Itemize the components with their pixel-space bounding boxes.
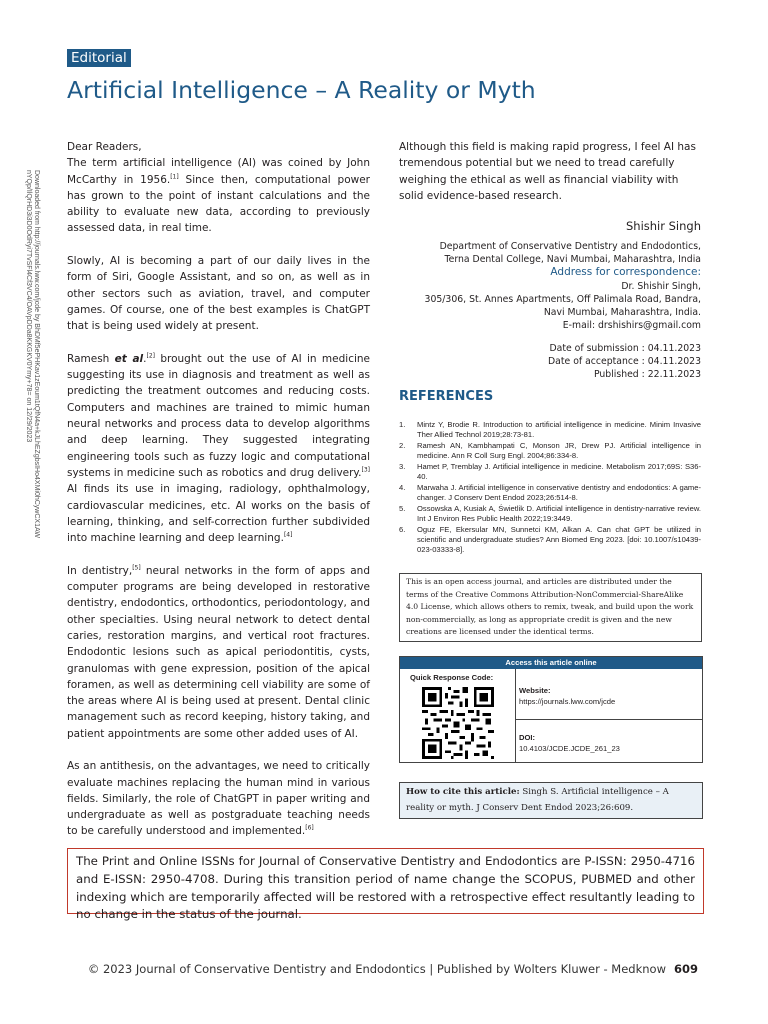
corr-address-1: 305/306, St. Annes Apartments, Off Palimala Road, Bandra,	[424, 293, 701, 305]
download-side-note	[26, 170, 40, 590]
open-access-notice: This is an open access journal, and articles are distributed under the terms of the Creative Commons Attribution-NonCommercial-ShareAlike 4.0 License, which allows others to remix, tweak, and build upon the work non-commercially, as long as appropriate credit is given and the new creations are licensed under the identical terms.	[399, 573, 702, 642]
paragraph-2: Slowly, AI is becoming a part of our daily lives in the form of Siri, Google Assistant, and so on, as well as in other sectors such as aviation, travel, and computer games. Of course, one of the best examples is ChatGPT that is being used widely at present.	[67, 255, 370, 333]
date-published: Published : 22.11.2023	[593, 369, 701, 380]
date-acceptance: Date of acceptance : 04.11.2023	[548, 356, 701, 367]
qr-code-icon[interactable]	[422, 687, 494, 759]
corr-address-2: Navi Mumbai, Maharashtra, India.	[543, 307, 701, 319]
reference-list	[399, 420, 701, 556]
reference-item: 1. Mintz Y, Brodie R. Introduction to artificial intelligence in medicine. Minim Invasive Ther Allied Technol 2019;28:73-81.	[399, 420, 701, 439]
cite-text: Singh S. Artificial intelligence – A reality or myth. J Conserv Dent Endod 2023;26:609.	[406, 787, 669, 813]
divider-horizontal	[515, 719, 702, 720]
author-affiliation	[425, 240, 701, 332]
article-title: Artificial Intelligence – A Reality or Myth	[67, 76, 536, 104]
side-note-line2: nYQp/IlQrHD3i3D0OdRyi7TvSFl4Cf3VC4/OAVpDDa8KKGKV0Ymy+78= on 12/29/2023	[25, 170, 32, 443]
doi-label: DOI:	[519, 733, 536, 742]
author-name: Shishir Singh	[625, 219, 701, 233]
access-header: Access this article online	[400, 657, 702, 669]
paragraph-1: The term artificial intelligence (AI) was coined by John McCarthy in 1956.[1] Since then, computational power has grown to the point of instant calculations and the ability to evaluate new data, according to previously assessed data, in real time.	[67, 157, 370, 235]
correspondence-heading: Address for correspondence:	[550, 266, 701, 279]
section-tag: Editorial	[67, 49, 131, 67]
cite-label: How to cite this article:	[406, 787, 520, 797]
doi-link[interactable]: 10.4103/JCDE.JCDE_261_23	[519, 744, 620, 753]
date-submission: Date of submission : 04.11.2023	[549, 343, 701, 354]
paragraph-4: In dentistry,[5] neural networks in the form of apps and computer programs are being developed in restorative dentistry, endodontics, orthodontics, periodontology, and other specialties. Using neural network to detect dental caries, restoration margins, and vertical root fractures. Endodontic lesions such as apical periodontitis, cysts, granulomas with gene expression, position of the apical foramen, as well as determining cell viability are some of the areas where AI is being used at present. Dental clinic management such as record keeping, history taking, and patient appointments are some other added uses of AI.	[67, 564, 371, 740]
paragraph-6: Although this field is making rapid progress, I feel AI has tremendous potential but we need to tread carefully weighing the ethical as well as financial viability with solid evidence-based research.	[399, 141, 696, 202]
greeting: Dear Readers,	[67, 141, 142, 153]
article-dates	[548, 342, 701, 381]
footer-text: © 2023 Journal of Conservative Dentistry and Endodontics | Published by Wolters Kluwer - Medknow	[87, 962, 666, 976]
reference-item: 3. Hamet P, Tremblay J. Artificial intelligence in medicine. Metabolism 2017;69S: S36-40.	[399, 462, 701, 481]
reference-item: 4. Marwaha J. Artificial intelligence in conservative dentistry and endodontics: A game-changer. J Conserv Dent Endod 2023;26:514-8.	[399, 483, 701, 502]
side-note-line1: Downloaded from http://journals.lww.com/jcde by BhDMf5ePHKav1zEoum1tQfN4a+kJLhEZgbsIHo4XMi0hCywCX1AW	[33, 170, 40, 538]
corr-email[interactable]: E-mail: drshishirs@gmail.com	[562, 320, 701, 332]
corr-name: Dr. Shishir Singh,	[621, 280, 701, 292]
paragraph-3: Ramesh et al.[2] brought out the use of AI in medicine suggesting its use in diagnosis and treatment as well as predicting the treatment outcomes and reducing costs. Computers and machines are trained to mimic human neural networks and process data to develop algorithms and deep learning. They suggested integrating engineering tools such as fuzzy logic and computational systems in medicine such as robotics and drug delivery.[3] AI finds its use in imaging, radiology, ophthalmology, cardiovascular medicines, etc. AI works on the basis of learning, thinking, and self-correction further subdivided into machine learning and deep learning.[4]	[67, 352, 371, 545]
reference-item: 2. Ramesh AN, Kambhampati C, Monson JR, Drew PJ. Artificial intelligence in medicine. Ann R Coll Surg Engl. 2004;86:334-8.	[399, 441, 701, 460]
website-label: Website:	[519, 686, 551, 695]
page-footer	[88, 962, 698, 976]
reference-item: 6. Oguz FE, Ekersular MN, Sunnetci KM, Alkan A. Can chat GPT be utilized in scientific and undergraduate studies? Ann Biomed Eng 2023. [doi: 10.1007/s10439-023-03333-8].	[399, 525, 701, 554]
website-link[interactable]: https://journals.lww.com/jcde	[519, 697, 616, 706]
page-number: 609	[673, 962, 698, 976]
access-article-box	[399, 656, 703, 763]
paragraph-5: As an antithesis, on the advantages, we need to critically evaluate machines replacing the human mind in various fields. Similarly, the role of ChatGPT in paper writing and undergraduate as well as postgraduate teaching needs to be carefully understood and implemented.[6]	[67, 760, 370, 838]
qr-label: Quick Response Code:	[410, 673, 494, 682]
issn-notice: The Print and Online ISSNs for Journal of Conservative Dentistry and Endodontics are P-ISSN: 2950-4716 and E-ISSN: 2950-4708. During this transition period of name change the SCOPUS, PUBMED and other indexing which are temporarily affected will be restored with a retrospective effect resultantly leading to no change in the status of the journal.	[67, 848, 704, 914]
how-to-cite	[399, 782, 703, 819]
body-column-left	[67, 139, 370, 856]
references-heading: REFERENCES	[399, 389, 494, 404]
affil-dept: Department of Conservative Dentistry and Endodontics,	[439, 241, 701, 252]
reference-item: 5. Ossowska A, Kusiak A, Świetlik D. Artificial intelligence in dentistry-narrative review. Int J Environ Res Public Health 2022;19:3449.	[399, 504, 701, 523]
divider-vertical	[515, 669, 516, 762]
affil-college: Terna Dental College, Navi Mumbai, Maharashtra, India	[444, 254, 701, 266]
body-column-right	[399, 139, 701, 204]
